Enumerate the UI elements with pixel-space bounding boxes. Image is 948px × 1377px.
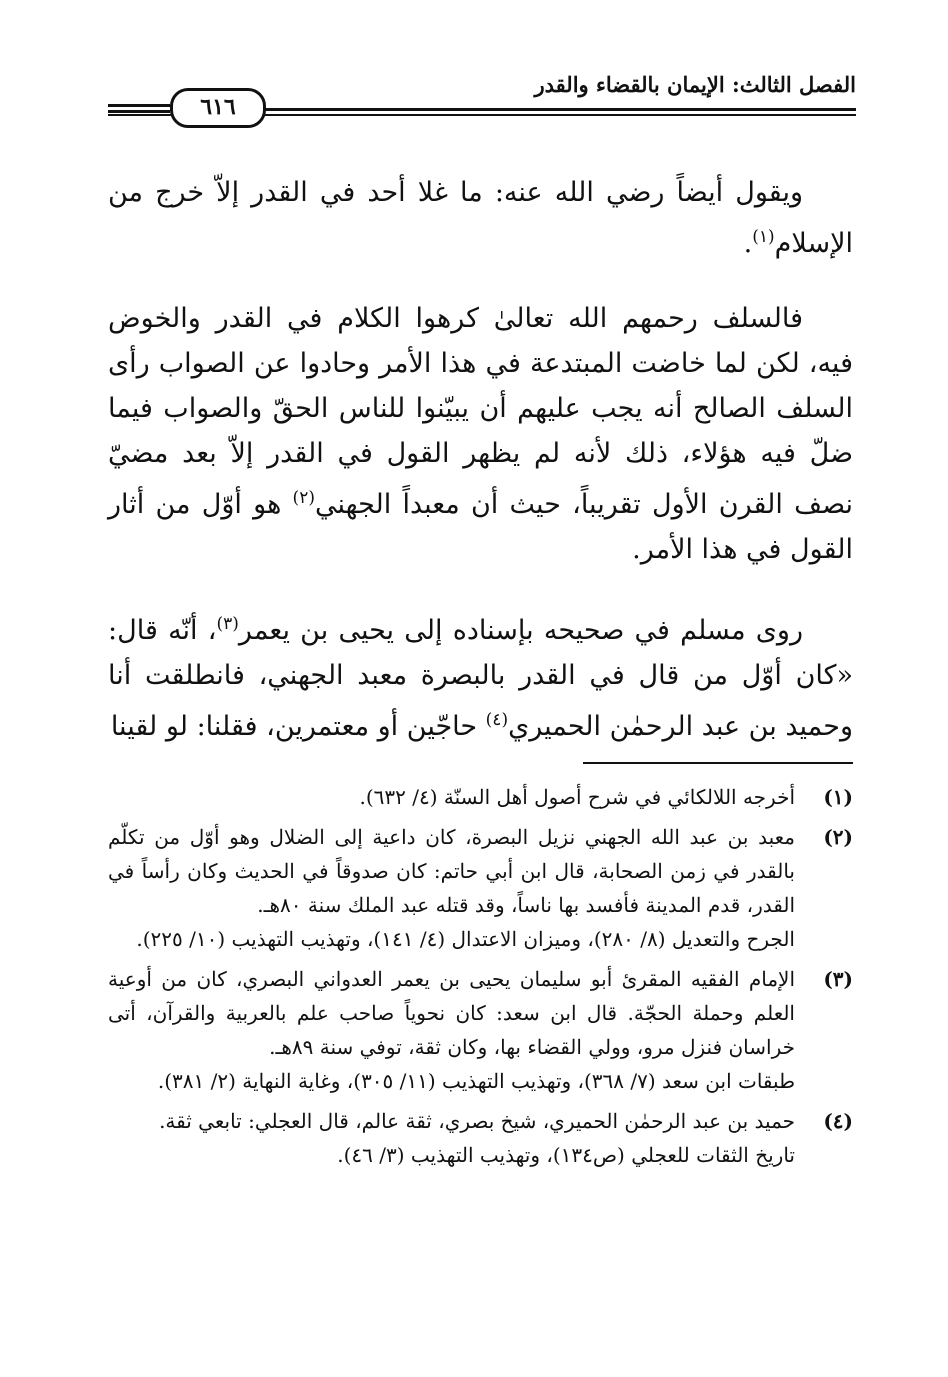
chapter-title: الفصل الثالث: الإيمان بالقضاء والقدر <box>534 72 856 97</box>
footnote-ref: (١) <box>752 227 775 247</box>
page-header <box>108 66 856 126</box>
footnote-text: أخرجه اللالكائي في شرح أصول أهل السنّة (٤/ ٦٣٢). <box>359 785 795 809</box>
footnote-2 <box>108 820 853 956</box>
footnote-number: (٤) <box>823 1109 853 1133</box>
main-text <box>108 170 853 779</box>
paragraph: ويقول أيضاً رضي الله عنه: ما غلا أحد في القدر إلاّ خرج من الإسلام$^{(١)}$. <box>108 177 853 259</box>
footnote-3 <box>108 962 853 1098</box>
footnote-number: (٣) <box>823 967 853 991</box>
header-rule-left <box>108 104 170 110</box>
footnote-divider <box>583 762 853 764</box>
footnote-ref: (٣) <box>216 614 239 634</box>
paragraph: روى مسلم في صحيحه بإسناده إلى يحيى بن يعمر$^{(٣)}$، أنّه قال: «كان أوّل من قال في القدر بالبصرة معبد الجهني، فانطلقت أنا وحميد بن عبد الرحمٰن الحميري$^{(٤)}$ حاجّين أو معتمرين، فقلنا: لو لقينا <box>108 614 853 742</box>
footnote-number: (٢) <box>823 825 853 849</box>
page-number: ٦١٦ <box>170 88 266 128</box>
footnotes <box>108 780 853 1178</box>
footnote-source: تاريخ الثقات للعجلي (ص١٣٤)، وتهذيب التهذيب (٣/ ٤٦). <box>337 1143 795 1167</box>
footnote-text: حميد بن عبد الرحمٰن الحميري، شيخ بصري، ثقة عالم، قال العجلي: تابعي ثقة. <box>159 1109 795 1133</box>
footnote-number: (١) <box>823 785 853 809</box>
footnote-ref: (٤) <box>485 710 509 730</box>
footnote-source: طبقات ابن سعد (٧/ ٣٦٨)، وتهذيب التهذيب (١١/ ٣٠٥)، وغاية النهاية (٢/ ٣٨١). <box>157 1069 795 1093</box>
paragraph: فالسلف رحمهم الله تعالىٰ كرهوا الكلام في القدر والخوض فيه، لكن لما خاضت المبتدعة في هذا الأمر وحادوا عن الصواب رأى السلف الصالح أنه يجب عليهم أن يبيّنوا للناس الحقّ والصواب فيما ضلّ فيه هؤلاء، ذلك لأنه لم يظهر القول في القدر إلاّ بعد مضيّ نصف القرن الأول تقريباً، حيث أن معبداً الجهني$^{(٢)}$ هو أوّل من أثار القول في هذا الأمر. <box>108 303 853 565</box>
footnote-1 <box>108 780 853 814</box>
footnote-ref: (٢) <box>292 488 315 508</box>
footnote-source: الجرح والتعديل (٨/ ٢٨٠)، وميزان الاعتدال (٤/ ١٤١)، وتهذيب التهذيب (١٠/ ٢٢٥). <box>136 927 795 951</box>
footnote-text: معبد بن عبد الله الجهني نزيل البصرة، كان داعية إلى الضلال وهو أوّل من تكلّم بالقدر في زمن الصحابة، قال ابن أبي حاتم: كان صدوقاً في الحديث وكان رأساً في القدر، قدم المدينة فأفسد بها ناساً، وقد قتله عبد الملك سنة ٨٠هـ. <box>108 825 795 917</box>
footnote-4 <box>108 1104 853 1172</box>
footnote-text: الإمام الفقيه المقرئ أبو سليمان يحيى بن يعمر العدواني البصري، كان من أوعية العلم وحملة الحجّة. قال ابن سعد: كان نحوياً صاحب علم بالعربية والقرآن، أتى خراسان فنزل مرو، وولي القضاء بها، وكان ثقة، توفي سنة ٨٩هـ. <box>108 967 795 1059</box>
